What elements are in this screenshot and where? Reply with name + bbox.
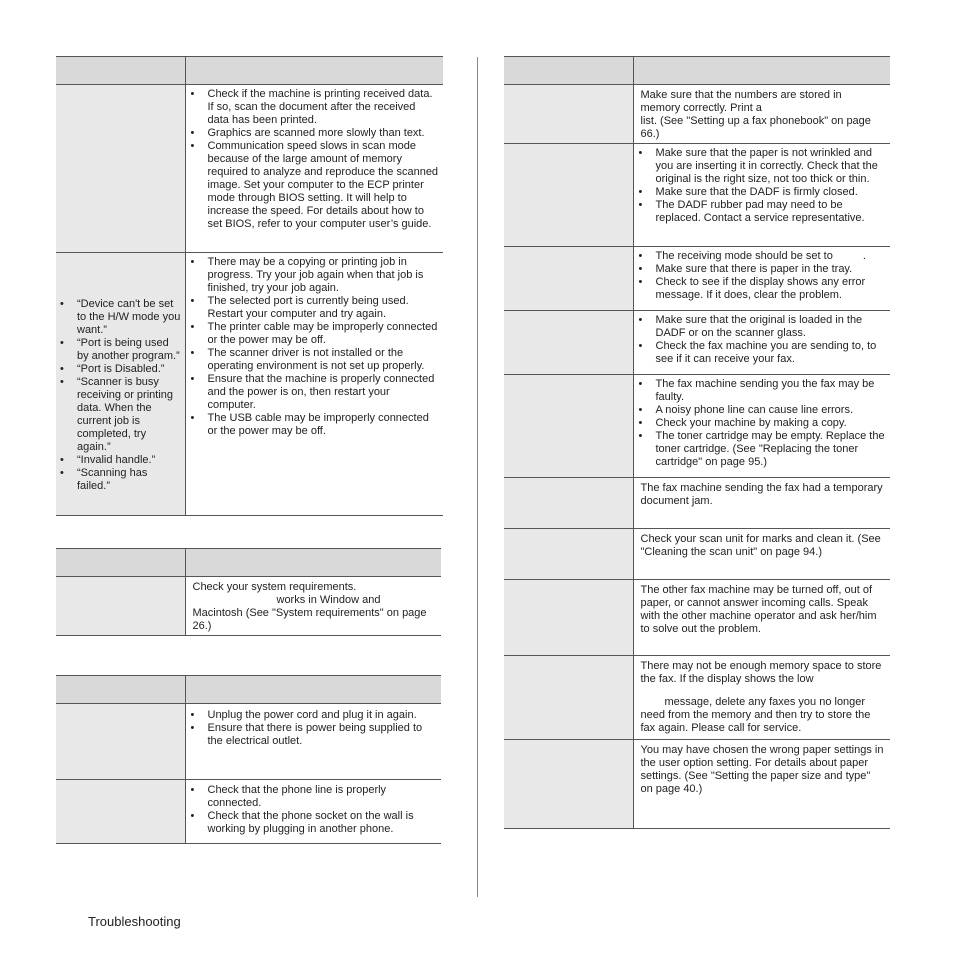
list-item — [634, 250, 887, 263]
fax-problems-table — [56, 675, 441, 844]
scan-problems-table — [56, 56, 443, 516]
solution-cell — [633, 144, 890, 247]
requirements-text: Macintosh (See "System requirements" on page 26.) — [192, 607, 427, 632]
list-item: • Check your machine by making a copy. — [634, 417, 887, 430]
list-item: • The USB cable may be improperly connected or the power may be off. — [186, 412, 440, 438]
table-row — [56, 577, 441, 636]
table-header-row — [56, 549, 441, 577]
error-messages-cell — [56, 253, 185, 516]
list-item: • Graphics are scanned more slowly than text. — [186, 127, 440, 140]
condition-cell — [504, 656, 633, 740]
solution-text: The other fax machine may be turned off, out of paper, or cannot answer incoming calls. Speak with the other machine operator and ask her/him to solve out the problem. — [640, 584, 877, 635]
list-item: • Check the fax machine you are sending to, to see if it can receive your fax. — [634, 340, 887, 366]
solution-cell — [633, 529, 890, 580]
list-item: • Check to see if the display shows any error message. If it does, clear the problem. — [634, 276, 887, 302]
condition-cell — [504, 529, 633, 580]
solution-cell — [633, 375, 890, 478]
solution-cell — [633, 656, 890, 740]
table-row — [504, 740, 890, 829]
solution-text: The fax machine sending the fax had a temporary document jam. — [640, 482, 883, 507]
solution-cell — [633, 247, 890, 311]
table-header-row — [504, 57, 890, 85]
table-row — [504, 529, 890, 580]
table-row — [504, 375, 890, 478]
requirements-text: Check your system requirements. — [192, 581, 357, 593]
condition-cell — [56, 577, 185, 636]
list-item-text: The receiving mode should be set to — [655, 250, 833, 262]
solution-text: You may have chosen the wrong paper settings in the user option setting. For details about paper settings. (See "Setting the paper size and type" on page 40.) — [640, 744, 884, 795]
error-message: • “Device can't be set to the H/W mode you want.” — [56, 298, 181, 337]
list-item: • Make sure that the paper is not wrinkled and you are inserting it in correctly. Check that the original is the right size, not too thick or thin. — [634, 147, 887, 186]
error-message: • “Scanning has failed.” — [56, 467, 181, 493]
error-message: • “Invalid handle.” — [56, 454, 181, 467]
list-item: • There may be a copying or printing job in progress. Try your job again when that job is finished, try your job again. — [186, 256, 440, 295]
condition-cell — [56, 704, 185, 780]
condition-cell — [56, 780, 185, 844]
list-item: • Ensure that there is power being supplied to the electrical outlet. — [186, 722, 438, 748]
table-row — [504, 144, 890, 247]
condition-cell — [504, 580, 633, 656]
table-row — [56, 253, 443, 516]
error-message: • “Port is being used by another program.” — [56, 337, 181, 363]
list-item: • Make sure that the DADF is firmly closed. — [634, 186, 887, 199]
solution-cell — [185, 577, 441, 636]
list-item: • The toner cartridge may be empty. Replace the toner cartridge. (See "Replacing the toner cartridge" on page 95.) — [634, 430, 887, 469]
solution-text: There may not be enough memory space to store the fax. If the display shows the low — [640, 660, 882, 685]
solution-cell — [185, 704, 441, 780]
solution-cell — [185, 780, 441, 844]
error-message: • “Port is Disabled.” — [56, 363, 181, 376]
table-row — [504, 580, 890, 656]
condition-cell — [504, 247, 633, 311]
list-item-suffix: . — [862, 250, 866, 262]
table-row — [504, 311, 890, 375]
list-item: • The DADF rubber pad may need to be replaced. Contact a service representative. — [634, 199, 887, 225]
list-item: • The fax machine sending you the fax may be faulty. — [634, 378, 887, 404]
list-item: • Ensure that the machine is properly connected and the power is on, then restart your computer. — [186, 373, 440, 412]
requirements-text: works in Window and — [276, 594, 381, 606]
solution-cell — [185, 85, 443, 253]
list-item: • A noisy phone line can cause line errors. — [634, 404, 887, 417]
solution-text: list. (See "Setting up a fax phonebook" on page 66.) — [640, 115, 871, 140]
solution-cell — [633, 740, 890, 829]
page-footer-label: Troubleshooting — [88, 914, 181, 929]
condition-cell — [504, 740, 633, 829]
solution-cell — [633, 580, 890, 656]
table-row — [56, 85, 443, 253]
table-row — [504, 656, 890, 740]
solution-cell — [633, 311, 890, 375]
condition-cell — [504, 144, 633, 247]
table-row — [56, 704, 441, 780]
condition-cell — [56, 85, 185, 253]
software-problems-table — [56, 548, 441, 636]
table-row — [504, 247, 890, 311]
table-row — [504, 478, 890, 529]
solution-text: message, delete any faxes you no longer need from the memory and then try to store the fax again. Please call for service. — [640, 696, 871, 734]
column-divider — [477, 57, 478, 897]
list-item: • The printer cable may be improperly connected or the power may be off. — [186, 321, 440, 347]
condition-cell — [504, 311, 633, 375]
list-item: • Unplug the power cord and plug it in again. — [186, 709, 438, 722]
list-item: • Make sure that there is paper in the tray. — [634, 263, 887, 276]
error-message: • “Scanner is busy receiving or printing data. When the current job is completed, try again.” — [56, 376, 181, 454]
solution-cell — [633, 85, 890, 144]
solution-text: Make sure that the numbers are stored in memory correctly. Print a — [640, 89, 842, 114]
list-item: • Communication speed slows in scan mode because of the large amount of memory required to analyze and reproduce the scanned image. Set your computer to the ECP printer mode through BIOS setting. It will help to increase the speed. For details about how to set BIOS, refer to your computer user’s guide. — [186, 140, 440, 231]
list-item: • Check if the machine is printing received data. If so, scan the document after the received data has been printed. — [186, 88, 440, 127]
solution-cell — [633, 478, 890, 529]
condition-cell — [504, 85, 633, 144]
condition-cell — [504, 478, 633, 529]
list-item: • Check that the phone line is properly connected. — [186, 784, 438, 810]
fax-troubleshooting-table — [504, 56, 890, 829]
table-header-row — [56, 676, 441, 704]
solution-text: Check your scan unit for marks and clean it. (See "Cleaning the scan unit" on page 94.) — [640, 533, 881, 558]
list-item: • The scanner driver is not installed or the operating environment is not set up properly. — [186, 347, 440, 373]
condition-cell — [504, 375, 633, 478]
solution-cell — [185, 253, 443, 516]
table-header-row — [56, 57, 443, 85]
table-row — [504, 85, 890, 144]
list-item: • Make sure that the original is loaded in the DADF or on the scanner glass. — [634, 314, 887, 340]
table-row — [56, 780, 441, 844]
list-item: • The selected port is currently being used. Restart your computer and try again. — [186, 295, 440, 321]
list-item: • Check that the phone socket on the wall is working by plugging in another phone. — [186, 810, 438, 836]
